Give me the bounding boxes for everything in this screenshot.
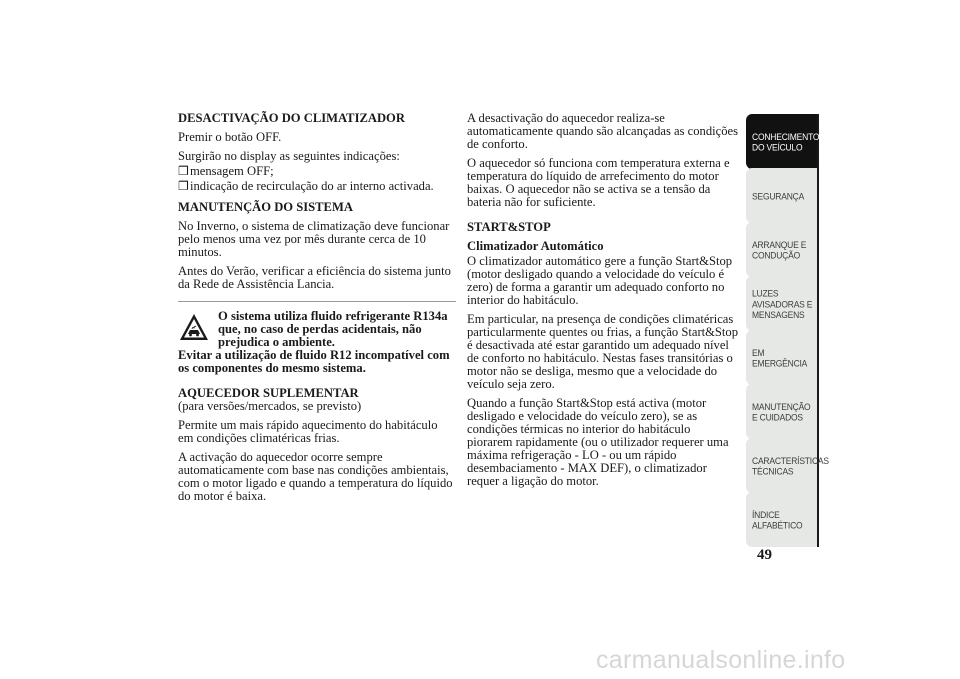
paragraph: Surgirão no display as seguintes indicações: xyxy=(178,149,400,163)
paragraph: Em particular, na presença de condições climatéricas particularmente quentes ou frias, a função Start&Stop é desactivada até estar garantido um adequado nível de conforto no habitáculo. Nestas fases transitórias o motor não se desliga, mesmo que a velocidade do veículo seja zero. xyxy=(467,312,739,391)
list-item xyxy=(178,180,456,193)
tab-em-emergencia[interactable]: EM EMERGÊNCIA xyxy=(746,330,819,385)
left-column xyxy=(178,112,456,509)
tab-caracteristicas-tecnicas[interactable]: CARACTERÍSTICAS TÉCNICAS xyxy=(746,438,819,493)
page-number: 49 xyxy=(757,547,772,563)
tab-conhecimento-do-veiculo[interactable]: CONHECIMENTO DO VEÍCULO xyxy=(746,114,819,169)
paragraph: O climatizador automático gere a função Start&Stop (motor desligado quando a velocidade do veículo é zero) de forma a garantir um adequado conforto no interior do habitáculo. xyxy=(467,254,733,307)
tab-arranque-e-conducao[interactable]: ARRANQUE E CONDUÇÃO xyxy=(746,222,819,277)
tab-seguranca[interactable]: SEGURANÇA xyxy=(746,168,819,223)
checkbox-bullet-icon: ❒ xyxy=(178,179,189,193)
tab-indice-alfabetico[interactable]: ÍNDICE ALFABÉTICO xyxy=(746,492,819,547)
checkbox-bullet-icon: ❒ xyxy=(178,164,189,178)
section-heading: MANUTENÇÃO DO SISTEMA xyxy=(178,200,353,214)
list-item-text: mensagem OFF; xyxy=(190,164,274,178)
section-heading: START&STOP xyxy=(467,220,551,234)
warning-text-continued: Evitar a utilização de fluido R12 incompatível com os componentes do mesmo sistema. xyxy=(178,348,450,375)
watermark: carmanualsonline.info xyxy=(596,646,846,674)
chapter-tabs xyxy=(746,116,829,548)
warning-box xyxy=(178,301,456,375)
paragraph: O aquecedor só funciona com temperatura externa e temperatura do líquido de arrefecimento do motor baixas. O aquecedor não se activa se a tensão da bateria não for suficiente. xyxy=(467,156,730,209)
tab-manutencao-e-cuidados[interactable]: MANUTENÇÃO E CUIDADOS xyxy=(746,384,819,439)
section-heading: DESACTIVAÇÃO DO CLIMATIZADOR xyxy=(178,111,405,125)
paragraph: Quando a função Start&Stop está activa (motor desligado e velocidade do veículo zero), se as condições térmicas no interior do habitáculo piorarem rapidamente (ou o utilizador requerer uma máxima refrigeração - LO - ou um rápido desembaciamento - MAX DEF), o climatizador requer a ligação do motor. xyxy=(467,396,729,488)
paragraph: Permite um mais rápido aquecimento do habitáculo em condições climatéricas frias. xyxy=(178,418,438,445)
subsection-heading: Climatizador Automático xyxy=(467,239,604,253)
paragraph: A desactivação do aquecedor realiza-se automaticamente quando são alcançadas as condições de conforto. xyxy=(467,111,738,151)
section-heading: AQUECEDOR SUPLEMENTAR xyxy=(178,386,359,400)
list-item xyxy=(178,165,456,178)
warning-text: O sistema utiliza fluido refrigerante R134a que, no caso de perdas acidentais, não prejudica o ambiente. xyxy=(218,309,448,349)
paragraph: A activação do aquecedor ocorre sempre automaticamente com base nas condições ambientais, com o motor ligado e quando a temperatura do líquido do motor é baixa. xyxy=(178,450,453,503)
list-item-text: indicação de recirculação do ar interno activada. xyxy=(190,179,434,193)
section-subtitle: (para versões/mercados, se previsto) xyxy=(178,399,362,413)
paragraph: Premir o botão OFF. xyxy=(178,130,282,144)
paragraph: Antes do Verão, verificar a eficiência do sistema junto da Rede de Assistência Lancia. xyxy=(178,264,451,291)
warning-triangle-icon xyxy=(178,310,218,349)
paragraph: No Inverno, o sistema de climatização deve funcionar pelo menos uma vez por mês durante cerca de 10 minutos. xyxy=(178,219,450,259)
tab-luzes-avisadoras[interactable]: LUZES AVISADORAS E MENSAGENS xyxy=(746,276,819,331)
right-column xyxy=(467,112,739,494)
